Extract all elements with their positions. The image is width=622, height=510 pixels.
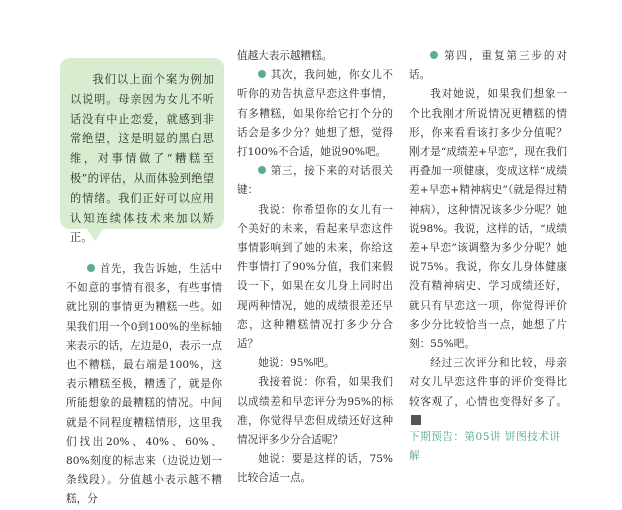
paragraph-dialogue-4: 她说：要是这样的话，75%比较合适一点。 xyxy=(237,453,393,485)
paragraph-dialogue-5: 我对她说，如果我们想象一个比我刚才所说情况更糟糕的情形，你来看看该打多少分值呢？刚才是“成绩差+早恋”，现在我们再叠加一项健康，变成这样“成绩差+早恋+精神病史”（就是得过精神病），这种情况该多少分呢？她说98%。我说，这样的话，“成绩差+早恋”该调整为多少分呢？她说75%。我说，你女儿身体健康没有精神病史、学习成绩还好，就只有早恋这一项，你觉得评价多少分比较恰当一点，她想了片刻：55%吧。 xyxy=(409,88,567,351)
column-1 xyxy=(66,260,222,510)
bullet-dot-icon xyxy=(258,166,266,174)
bullet-dot-icon xyxy=(258,70,266,78)
paragraph-third-step: 第三，接下来的对话很关键： xyxy=(237,165,393,197)
paragraph-dialogue-1: 我说：你希望你的女儿有一个美好的未来，看起来早恋这件事情影响到了她的未来，你给这件事情打了90%分值，我们来假设一下，如果在女儿身上同时出现两种情况，她的成绩很差还早恋，这种糟糕情况打多少分合适？ xyxy=(237,203,393,351)
callout-bubble xyxy=(60,58,224,245)
paragraph-first-step: 首先，我告诉她，生活中不如意的事情有很多，有些事情就比别的事情更为糟糕一些。如果我们用一个0到100%的坐标轴来表示的话，左边是0，表示一点也不糟糕，最右端是100%，这表示糟糕至极，糟透了，就是你所能想象的最糟糕的情况。中间就是不同程度糟糕情形，这里我们找出20%、40%、60%、80%刻度的标志来（边说边划一条线段）。分值越小表示越不糟糕，分 xyxy=(66,263,222,506)
callout-text: 我们以上面个案为例加以说明。母亲因为女儿不听话没有中止恋爱，就感到非常绝望，这是明显的黑白思维，对事情做了“糟糕至极”的评估，从而体验到绝望的情绪。我们正好可以应用认知连续体技术来加以矫正。 xyxy=(70,73,214,245)
bullet-dot-icon xyxy=(430,51,438,59)
next-issue-preview: 下期预告：第05讲 饼图技术讲解 xyxy=(409,431,561,462)
end-mark-icon xyxy=(411,415,421,425)
bullet-dot-icon xyxy=(87,264,95,272)
column-2 xyxy=(237,47,393,489)
column-3 xyxy=(409,47,567,431)
paragraph-second-step: 其次，我问她，你女儿不听你的劝告执意早恋这件事情，有多糟糕，如果你给它打个分的话会是多少分？她想了想，觉得打100%不合适，她说90%吧。 xyxy=(237,69,393,159)
paragraph-conclusion: 经过三次评分和比较，母亲对女儿早恋这件事的评价变得比较客观了，心情也变得好多了。 xyxy=(409,354,567,431)
paragraph-continued: 值越大表示越糟糕。 xyxy=(237,50,333,62)
paragraph-dialogue-3: 我接着说：你看，如果我们以成绩差和早恋评分为95%的标准，你觉得早恋但成绩还好这种情况评多少分合适呢？ xyxy=(237,376,393,447)
paragraph-fourth-step: 第四，重复第三步的对话。 xyxy=(409,50,567,82)
paragraph-dialogue-2: 她说：95%吧。 xyxy=(258,357,335,370)
